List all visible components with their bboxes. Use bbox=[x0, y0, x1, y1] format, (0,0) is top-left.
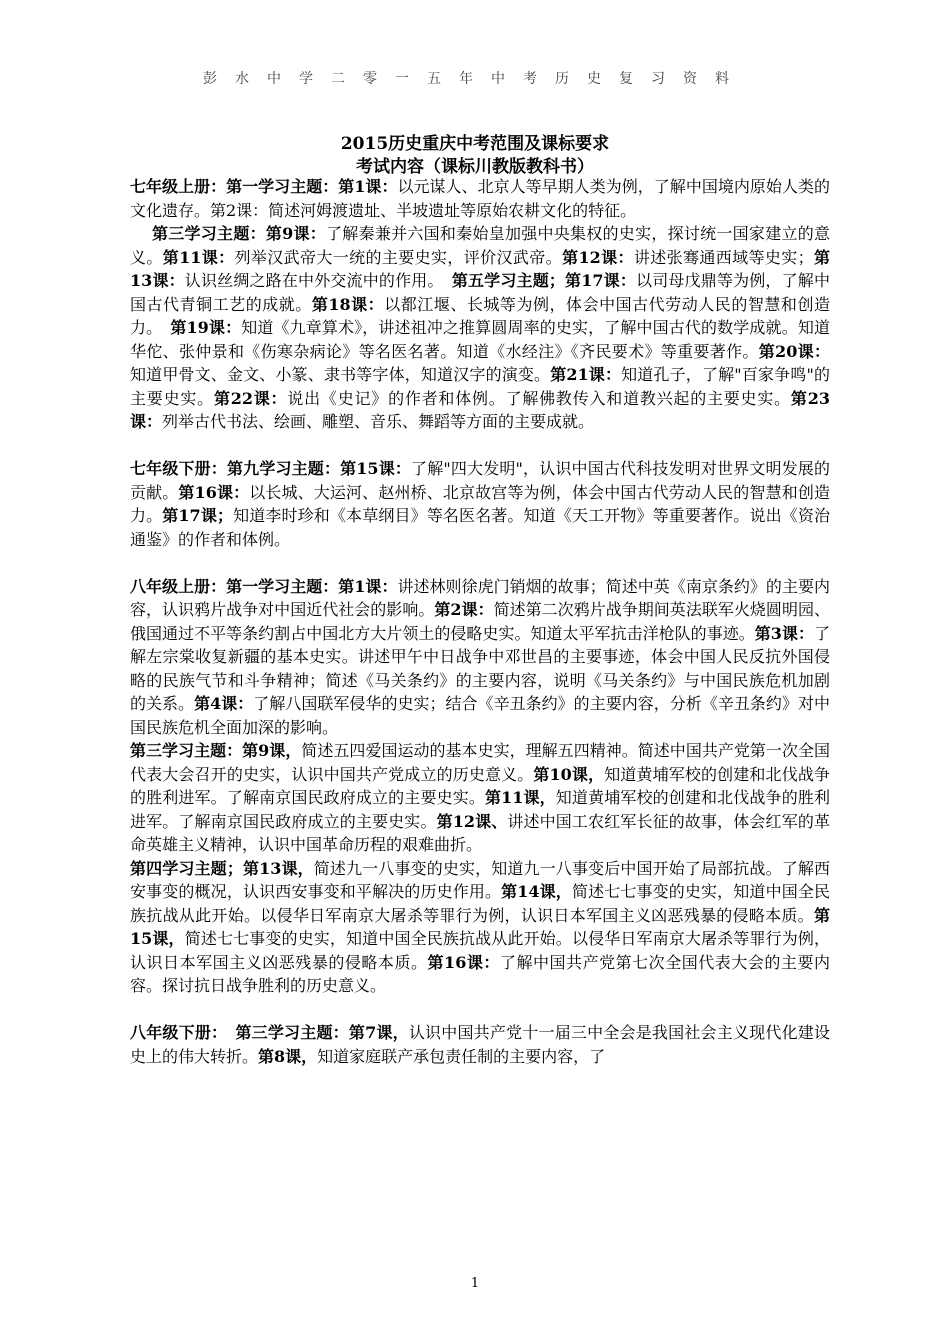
grade8-vol2-paragraph: 八年级下册： 第三学习主题：第7课，认识中国共产党十一届三中全会是我国社会主义现代化建设史上的伟大转折。第8课，知道家庭联产承包责任制的主要内容，了 bbox=[130, 1023, 830, 1066]
document-title: 2015历史重庆中考范围及课标要求 bbox=[340, 134, 610, 154]
grade7-vol2-paragraph: 七年级下册：第九学习主题：第15课：了解"四大发明"，认识中国古代科技发明对世界文明发展的贡献。第16课：以长城、大运河、赵州桥、北京故宫等为例，体会中国古代劳动人民的智慧和创造力。第17课；知道李时珍和《本草纲目》等名医名著。知道《天工开物》等重要著作。说出《资治通鉴》的作者和体例。 bbox=[130, 459, 830, 549]
document-body bbox=[130, 175, 830, 1068]
page-number: 1 bbox=[470, 1276, 480, 1291]
grade8-vol1-theme3-paragraph: 第三学习主题：第9课，简述五四爱国运动的基本史实，理解五四精神。简述中国共产党第一次全国代表大会召开的史实，认识中国共产党成立的历史意义。第10课，知道黄埔军校的创建和北伐战争的胜利进军。了解南京国民政府成立的主要史实。第11课，知道黄埔军校的创建和北伐战争的胜利进军。了解南京国民政府成立的主要史实。第12课、讲述中国工农红军长征的故事，体会红军的革命英雄主义精神，认识中国革命历程的艰难曲折。 bbox=[130, 741, 830, 854]
grade8-vol1-paragraph: 八年级上册：第一学习主题：第1课：讲述林则徐虎门销烟的故事；简述中英《南京条约》的主要内容，认识鸦片战争对中国近代社会的影响。第2课：简述第二次鸦片战争期间英法联军火烧圆明园、俄国通过不平等条约割占中国北方大片领土的侵略史实。知道太平军抗击洋枪队的事迹。第3课：了解左宗棠收复新疆的基本史实。讲述甲午中日战争中邓世昌的主要事迹，体会中国人民反抗外国侵略的民族气节和斗争精神；简述《马关条约》的主要内容，说明《马关条约》与中国民族危机加剧的关系。第4课：了解八国联军侵华的史实；结合《辛丑条约》的主要内容，分析《辛丑条约》对中国民族危机全面加深的影响。 bbox=[130, 576, 830, 737]
grade7-vol1-paragraph: 七年级上册：第一学习主题：第1课：以元谋人、北京人等早期人类为例，了解中国境内原始人类的文化遗存。第2课：简述河姆渡遗址、半坡遗址等原始农耕文化的特征。 bbox=[130, 177, 830, 220]
grade8-vol1-theme4-paragraph: 第四学习主题；第13课，简述九一八事变的史实，知道九一八事变后中国开始了局部抗战。了解西安事变的概况，认识西安事变和平解决的历史作用。第14课，简述七七事变的史实，知道中国全民族抗战从此开始。以侵华日军南京大屠杀等罪行为例，认识日本军国主义凶恶残暴的侵略本质。第15课，简述七七事变的史实，知道中国全民族抗战从此开始。以侵华日军南京大屠杀等罪行为例，认识日本军国主义凶恶残暴的侵略本质。第16课：了解中国共产党第七次全国代表大会的主要内容。探讨抗日战争胜利的历史意义。 bbox=[130, 858, 830, 995]
document-subtitle: 考试内容（课标川教版教科书） bbox=[356, 157, 594, 177]
grade7-vol1-theme3-paragraph: 第三学习主题：第9课：了解秦兼并六国和秦始皇加强中央集权的史实，探讨统一国家建立的意义。第11课：列举汉武帝大一统的主要史实，评价汉武帝。第12课：讲述张骞通西域等史实；第13课：认识丝绸之路在中外交流中的作用。 第五学习主题；第17课：以司母戊鼎等为例，了解中国古代青铜工艺的成就。第18课：以都江堰、长城等为例，体会中国古代劳动人民的智慧和创造力。 第19课：知道《九章算术》，讲述祖冲之推算圆周率的史实，了解中国古代的数学成就。知道华佗、张仲景和《伤寒杂病论》等名医名著。知道《水经注》《齐民要术》等重要著作。第20课：知道甲骨文、金文、小篆、隶书等字体，知道汉字的演变。第21课：知道孔子，了解"百家争鸣"的主要史实。第22课：说出《史记》的作者和体例。了解佛教传入和道教兴起的主要史实。第23课：列举古代书法、绘画、雕塑、音乐、舞蹈等方面的主要成就。 bbox=[130, 224, 830, 431]
page-header: 彭水中学二零一五年中考历史复习资料 bbox=[203, 71, 747, 87]
